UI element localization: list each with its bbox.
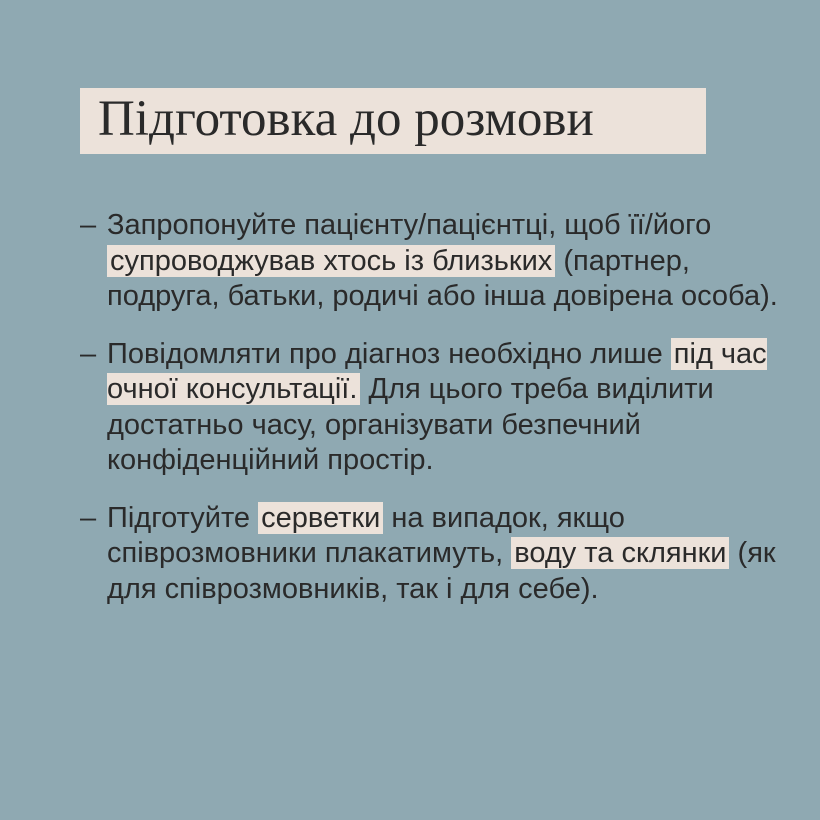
item-text: (як для співрозмовників, так і для себе).: [107, 537, 776, 605]
list-item: [80, 337, 780, 479]
dash-bullet: –: [80, 337, 97, 370]
list-item: [80, 208, 780, 315]
highlighted-text: супроводжував хтось із близьких: [107, 245, 555, 277]
highlighted-text: воду та склянки: [511, 537, 729, 569]
dash-bullet: –: [80, 209, 97, 241]
item-text: на випадок, якщо співрозмовники плакатимуть,: [107, 501, 625, 569]
dash-bullet: –: [80, 501, 97, 534]
page-title: Підготовка до розмови: [98, 91, 594, 147]
item-text: (партнер, подруга, батьки, родичі або інша довірена особа).: [107, 244, 778, 312]
item-text: Запропонуйте пацієнту/пацієнтці, щоб її/його: [107, 209, 712, 241]
highlighted-text: під час очної консультації.: [107, 337, 767, 405]
tips-list: [80, 208, 780, 607]
list-item: [80, 501, 780, 608]
item-text: Повідомляти про діагноз необхідно лише: [107, 337, 663, 370]
item-text: Підготуйте: [107, 501, 251, 534]
item-text: Для цього треба виділити достатньо часу, організувати безпечний конфіденційний простір.: [107, 373, 714, 476]
highlighted-text: серветки: [258, 502, 383, 534]
